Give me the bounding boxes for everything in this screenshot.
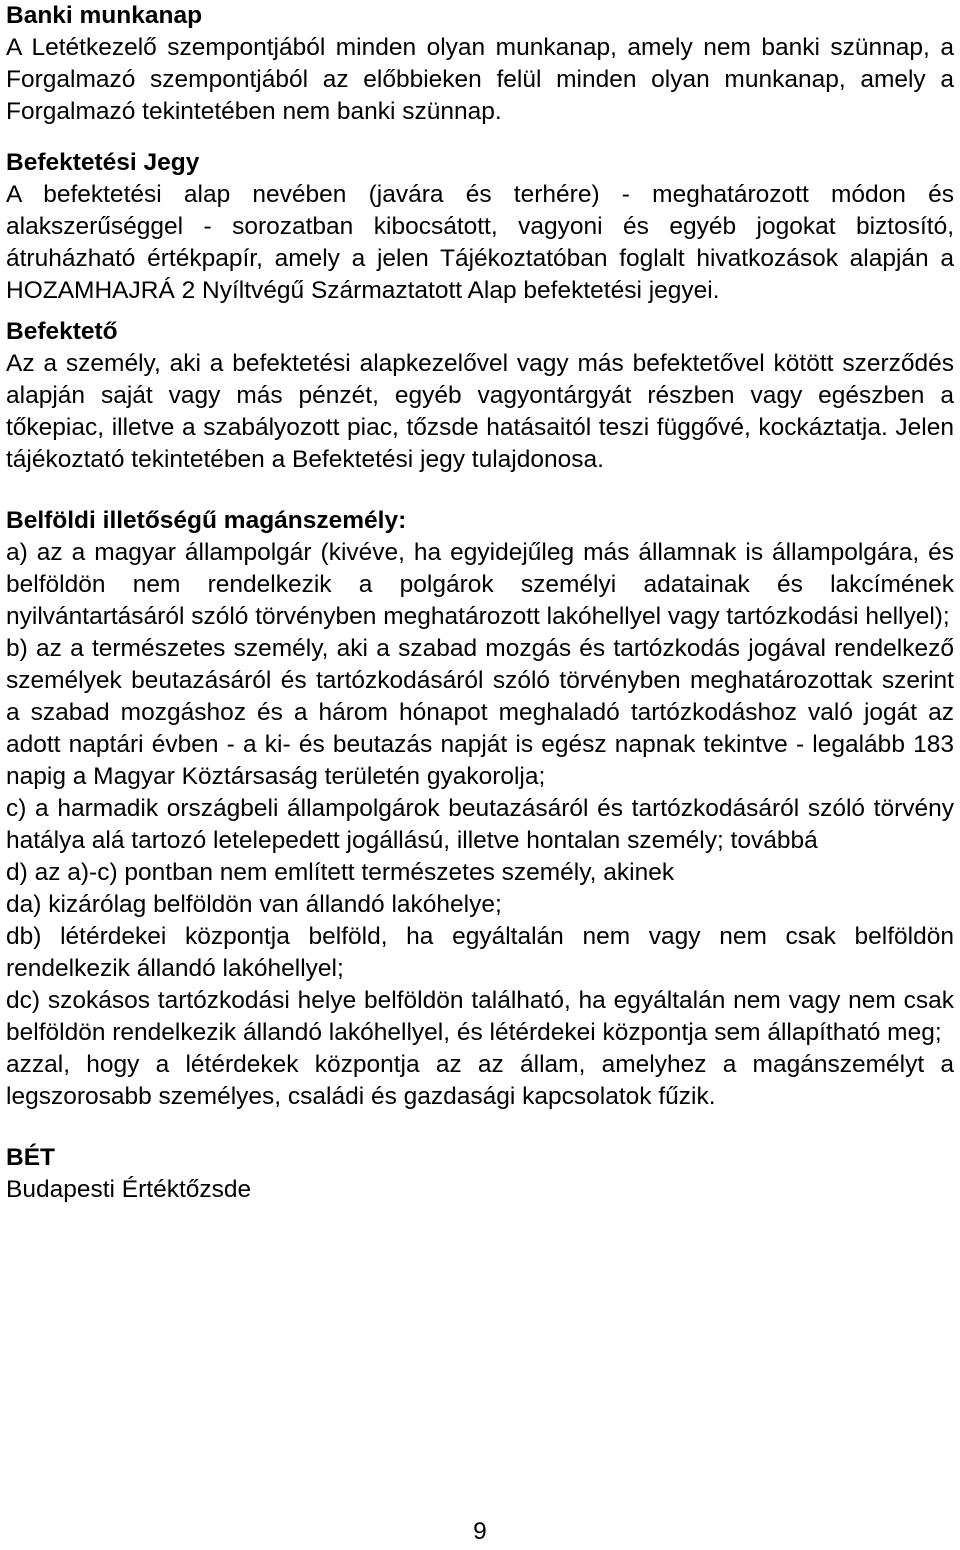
definition-item-d: d) az a)-c) pontban nem említett természetes személy, akinek [6,859,675,886]
term-banki-munkanap [6,0,954,128]
term-befekteto [6,316,954,476]
document-page [6,0,954,1206]
term-title: Belföldi illetőségű magánszemély: [6,507,407,534]
definition-item-c: c) a harmadik országbeli állampolgárok beutazásáról és tartózkodásáról szóló törvény hatálya alá tartozó letelepedett jogállású, illetve hontalan személy; továbbá [6,795,954,854]
definition-item-da: da) kizárólag belföldön van állandó lakóhelye; [6,891,502,918]
page-number: 9 [473,1518,487,1545]
term-definition: A Letétkezelő szempontjából minden olyan munkanap, amely nem banki szünnap, a Forgalmazó szempontjából az előbbieken felül minden olyan munkanap, amely a Forgalmazó tekintetében nem banki szünnap. [6,34,954,125]
term-definition: Budapesti Értéktőzsde [6,1176,252,1203]
term-bet [6,1142,954,1206]
term-befektetesi-jegy [6,147,954,307]
definition-closing: azzal, hogy a létérdekek központja az az állam, amelyhez a magánszemélyt a legszorosabb személyes, családi és gazdasági kapcsolatok fűzik. [6,1051,954,1110]
definition-item-a: a) az a magyar állampolgár (kivéve, ha egyidejűleg más államnak is állampolgára, és belföldön nem rendelkezik a polgárok személyi adatainak és lakcímének nyilvántartásáról szóló törvényben meghatározott lakóhellyel vagy tartózkodási hellyel); [6,539,954,630]
definition-item-db: db) létérdekei központja belföld, ha egyáltalán nem vagy nem csak belföldön rendelkezik állandó lakóhellyel; [6,923,954,982]
term-title: Befektetési Jegy [6,149,200,176]
definition-item-b: b) az a természetes személy, aki a szabad mozgás és tartózkodás jogával rendelkező személyek beutazásáról és tartózkodásáról szóló törvényben meghatározottak szerint a szabad mozgáshoz és a három hónapot meghaladó tartózkodáshoz való jogát az adott naptári évben - a ki- és beutazás napját is egész napnak tekintve - legalább 183 napig a Magyar Köztársaság területén gyakorolja; [6,635,954,790]
term-belfoldi-illetosegu-maganszemely [6,505,954,1113]
definition-item-dc: dc) szokásos tartózkodási helye belföldön található, ha egyáltalán nem vagy nem csak belföldön rendelkezik állandó lakóhellyel, és létérdekei központja sem állapítható meg; [6,987,954,1046]
term-title: BÉT [6,1144,55,1171]
term-title: Befektető [6,318,118,345]
term-definition: A befektetési alap nevében (javára és terhére) - meghatározott módon és alakszerűséggel - sorozatban kibocsátott, vagyoni és egyéb jogokat biztosító, átruházható értékpapír, amely a jelen Tájékoztatóban foglalt hivatkozások alapján a HOZAMHAJRÁ 2 Nyíltvégű Származtatott Alap befektetési jegyei. [6,181,954,304]
term-definition: Az a személy, aki a befektetési alapkezelővel vagy más befektetővel kötött szerződés alapján saját vagy más pénzét, egyéb vagyontárgyát részben vagy egészben a tőkepiac, illetve a szabályozott piac, tőzsde hatásaitól teszi függővé, kockáztatja. Jelen tájékoztató tekintetében a Befektetési jegy tulajdonosa. [6,350,954,473]
term-title: Banki munkanap [6,2,203,29]
